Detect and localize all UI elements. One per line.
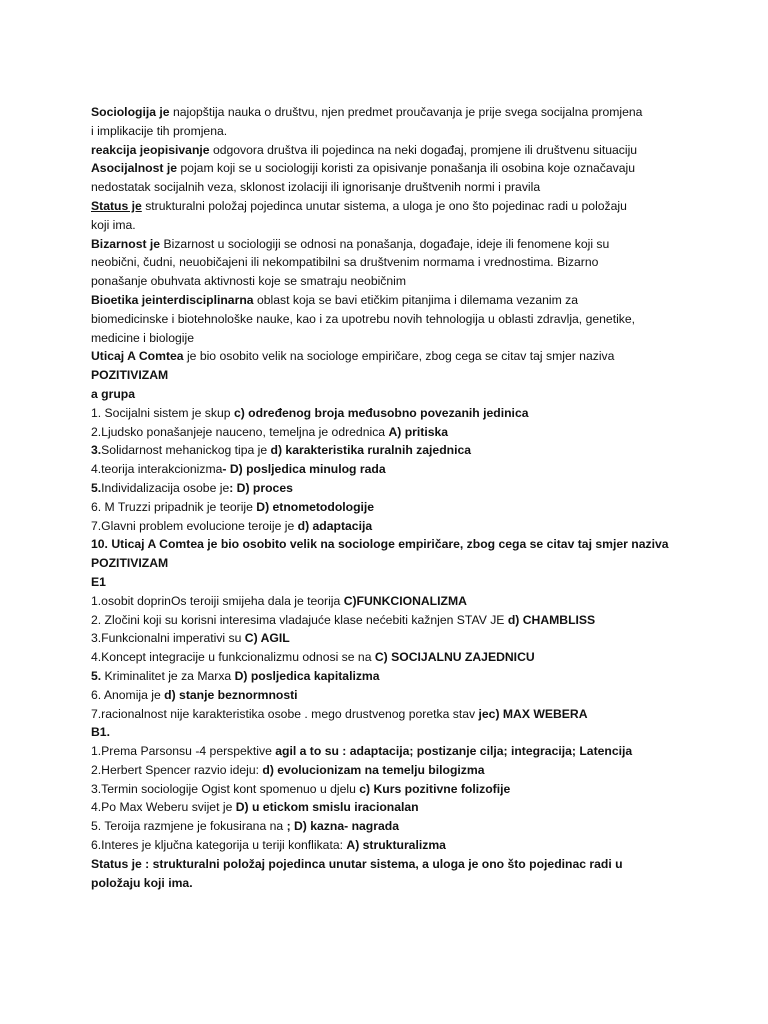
- text-line: [91, 817, 691, 836]
- text-line: [91, 836, 691, 855]
- text-run: nedostatak socijalnih veza, sklonost izolaciji ili ignorisanje društvenih normi i pravila: [91, 180, 541, 195]
- text-run: pojam koji se u sociologiji koristi za opisivanje ponašanja ili osobina koje označavaju: [177, 161, 635, 176]
- bold-text-run: a grupa: [91, 386, 136, 401]
- text-run: 1.Prema Parsonsu -4 perspektive: [91, 744, 276, 759]
- bold-text-run: : D) proces: [229, 480, 293, 495]
- text-run: 2.Ljudsko ponašanjeje nauceno, temeljna je odrednica: [91, 424, 389, 439]
- text-line: [91, 441, 691, 460]
- text-run: 6.Interes je ključna kategorija u teriji konflikata:: [91, 838, 347, 853]
- text-run: 4.Koncept integracije u funkcionalizmu odnosi se na: [91, 650, 375, 665]
- bold-text-run: E1: [91, 574, 106, 589]
- text-line: [91, 667, 691, 686]
- bold-text-run: - D) posljedica minulog rada: [222, 462, 386, 477]
- bold-text-run: A) strukturalizma: [346, 838, 446, 853]
- text-line: [91, 122, 691, 141]
- text-line: [91, 216, 691, 235]
- bold-text-run: 5.: [91, 668, 102, 683]
- bold-text-run: POZITIVIZAM: [91, 556, 169, 571]
- bold-text-run: A) pritiska: [388, 424, 449, 439]
- bold-text-run: Asocijalnost je: [91, 161, 178, 176]
- text-line: [91, 103, 691, 122]
- text-run: 3.Funkcionalni imperativi su: [91, 631, 245, 646]
- text-run: je bio osobito velik na sociologe empiričare, zbog cega se citav taj smjer naziva: [183, 349, 615, 364]
- bold-text-run: d) adaptacija: [297, 518, 373, 533]
- text-run: neobični, čudni, neuobičajeni ili nekompatibilni sa društvenim normama i vrednostima. Bizarno: [91, 255, 599, 270]
- text-run: 2.Herbert Spencer razvio ideju:: [91, 762, 263, 777]
- bold-text-run: položaju koji ima.: [91, 875, 193, 890]
- text-run: i implikacije tih promjena.: [91, 123, 228, 138]
- bold-text-run: d) evolucionizam na temelju bilogizma: [262, 762, 485, 777]
- text-line: [91, 197, 691, 216]
- text-line: [91, 385, 691, 404]
- text-line: [91, 517, 691, 536]
- text-run: 7.Glavni problem evolucione teroije je: [91, 518, 298, 533]
- bold-text-run: C) SOCIJALNU ZAJEDNICU: [374, 650, 535, 665]
- text-line: [91, 460, 691, 479]
- text-line: [91, 573, 691, 592]
- bold-text-run: D) u etickom smislu iracionalan: [235, 800, 419, 815]
- text-run: oblast koja se bavi etičkim pitanjima i dilemama vezanim za: [253, 292, 579, 307]
- bold-text-run: ; D) kazna- nagrada: [286, 819, 399, 834]
- text-run: 4.teorija interakcionizma: [91, 462, 223, 477]
- text-run: 3.Termin sociologije Ogist kont spomenuo u djelu: [91, 781, 360, 796]
- bold-text-run: reakcija jeopisivanje: [91, 142, 210, 157]
- text-run: 2. Zločini koji su korisni interesima vladajuće klase nećebiti kažnjen STAV JE: [91, 612, 508, 627]
- text-run: medicine i biologije: [91, 330, 194, 345]
- bold-text-run: Sociologija je: [91, 105, 170, 119]
- bold-text-run: 5.: [91, 480, 102, 495]
- bold-text-run: D) posljedica kapitalizma: [234, 668, 380, 683]
- text-line: [91, 592, 691, 611]
- text-line: [91, 723, 691, 742]
- bold-text-run: d) karakteristika ruralnih zajednica: [270, 443, 472, 458]
- text-line: [91, 535, 691, 554]
- text-line: [91, 761, 691, 780]
- text-run: Individalizacija osobe je: [101, 480, 230, 495]
- text-run: odgovora društva ili pojedinca na neki događaj, promjene ili društvenu situaciju: [209, 142, 638, 157]
- text-line: [91, 310, 691, 329]
- bold-text-run: C)FUNKCIONALIZMA: [343, 593, 467, 608]
- text-run: ponašanje obuhvata aktivnosti koje se smatraju neobičnim: [91, 274, 407, 289]
- text-line: [91, 272, 691, 291]
- text-run: 5. Teroija razmjene je fokusirana na: [91, 819, 287, 834]
- text-line: [91, 648, 691, 667]
- bold-text-run: c) određenog broja međusobno povezanih jedinica: [233, 405, 529, 420]
- text-line: [91, 423, 691, 442]
- text-line: [91, 329, 691, 348]
- text-line: [91, 874, 691, 893]
- text-line: [91, 611, 691, 630]
- bold-text-run: d) CHAMBLISS: [507, 612, 596, 627]
- text-run: 7.racionalnost nije karakteristika osobe . mego drustvenog poretka stav: [91, 706, 479, 721]
- text-line: [91, 629, 691, 648]
- bold-text-run: Bioetika jeinterdisciplinarna: [91, 292, 254, 307]
- text-run: Kriminalitet je za Marxa: [101, 668, 235, 683]
- text-run: 1. Socijalni sistem je skup: [91, 405, 234, 420]
- bold-text-run: Uticaj A Comtea: [91, 349, 184, 364]
- bold-text-run: B1.: [91, 725, 110, 740]
- text-line: [91, 366, 691, 385]
- bold-text-run: C) AGIL: [244, 631, 290, 646]
- bold-text-run: 10. Uticaj A Comtea je bio osobito velik na sociologe empiričare, zbog cega se citav taj smjer naziva: [91, 537, 669, 552]
- bold-text-run: 3.: [91, 443, 102, 458]
- text-line: [91, 855, 691, 874]
- bold-text-run: D) etnometodologije: [256, 499, 375, 514]
- text-run: 4.Po Max Weberu svijet je: [91, 800, 236, 815]
- text-run: Solidarnost mehanickog tipa je: [101, 443, 271, 458]
- text-line: [91, 479, 691, 498]
- bold-text-run: d) stanje beznormnosti: [164, 687, 298, 702]
- text-run: koji ima.: [91, 217, 136, 232]
- text-line: [91, 742, 691, 761]
- text-run: biomedicinske i biotehnološke nauke, kao i za upotrebu novih tehnologija u oblasti zdravlja, genetike,: [91, 311, 636, 326]
- text-line: [91, 253, 691, 272]
- text-line: [91, 798, 691, 817]
- bold-text-run: agil a to su : adaptacija; postizanje cilja; integracija; Latencija: [275, 744, 633, 759]
- text-run: najopštija nauka o društvu, njen predmet proučavanja je prije svega socijalna promjena: [169, 105, 643, 119]
- text-line: [91, 780, 691, 799]
- document-page: [91, 103, 691, 892]
- text-line: [91, 705, 691, 724]
- bold-text-run: Bizarnost je: [91, 236, 161, 251]
- text-line: [91, 141, 691, 160]
- text-run: strukturalni položaj pojedinca unutar sistema, a uloga je ono što pojedinac radi u položaju: [141, 198, 627, 213]
- text-run: 6. Anomija je: [91, 687, 165, 702]
- text-line: [91, 178, 691, 197]
- bold-text-run: jec) MAX WEBERA: [478, 706, 588, 721]
- text-line: [91, 159, 691, 178]
- text-line: [91, 498, 691, 517]
- text-run: Bizarnost u sociologiji se odnosi na ponašanja, događaje, ideje ili fenomene koji su: [160, 236, 610, 251]
- text-run: 1.osobit doprinOs teroiji smijeha dala je teorija: [91, 593, 344, 608]
- text-line: [91, 235, 691, 254]
- bold-text-run: POZITIVIZAM: [91, 368, 169, 383]
- text-line: [91, 686, 691, 705]
- bold-text-run: c) Kurs pozitivne folizofije: [359, 781, 511, 796]
- text-line: [91, 347, 691, 366]
- text-line: [91, 291, 691, 310]
- text-run: 6. M Truzzi pripadnik je teorije: [91, 499, 257, 514]
- text-line: [91, 554, 691, 573]
- text-line: [91, 404, 691, 423]
- bold-text-run: Status je: [91, 198, 142, 213]
- bold-text-run: Status je : strukturalni položaj pojedinca unutar sistema, a uloga je ono što pojedinac radi u: [91, 856, 623, 871]
